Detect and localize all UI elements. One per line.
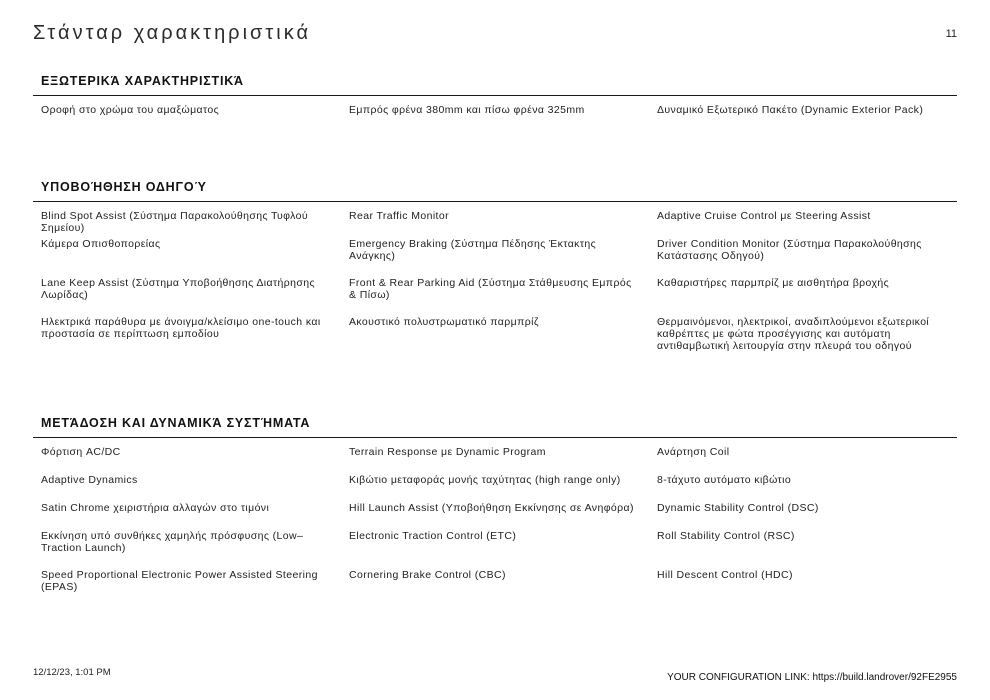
section-heading: ΥΠΟΒΟΉΘΗΣΗ ΟΔΗΓΟΎ bbox=[33, 180, 957, 202]
feature-item: Φόρτιση AC/DC bbox=[41, 446, 121, 458]
feature-item: Terrain Response με Dynamic Program bbox=[349, 446, 546, 458]
section-heading: ΜΕΤΆΔΟΣΗ ΚΑΙ ΔΥΝΑΜΙΚΆ ΣΥΣΤΉΜΑΤΑ bbox=[33, 416, 957, 438]
feature-item: Roll Stability Control (RSC) bbox=[657, 530, 795, 542]
feature-item: Driver Condition Monitor (Σύστημα Παρακολούθησης Κατάστασης Οδηγού) bbox=[657, 238, 922, 262]
feature-item: Front & Rear Parking Aid (Σύστημα Στάθμευσης Εμπρός & Πίσω) bbox=[349, 277, 632, 301]
feature-item: Δυναμικό Εξωτερικό Πακέτο (Dynamic Exterior Pack) bbox=[657, 104, 924, 116]
feature-item: Emergency Braking (Σύστημα Πέδησης Έκτακτης Ανάγκης) bbox=[349, 238, 597, 262]
feature-item: Κιβώτιο μεταφοράς μονής ταχύτητας (high range only) bbox=[349, 474, 621, 486]
feature-item: Speed Proportional Electronic Power Assisted Steering (EPAS) bbox=[41, 569, 318, 593]
feature-row bbox=[33, 522, 957, 561]
feature-item: Cornering Brake Control (CBC) bbox=[349, 569, 506, 581]
feature-item: Ανάρτηση Coil bbox=[657, 446, 730, 458]
feature-item: Εμπρός φρένα 380mm και πίσω φρένα 325mm bbox=[349, 104, 585, 116]
feature-item: Οροφή στο χρώμα του αμαξώματος bbox=[41, 104, 220, 116]
feature-item: Dynamic Stability Control (DSC) bbox=[657, 502, 819, 514]
feature-row bbox=[33, 438, 957, 466]
feature-item: 8-τάχυτο αυτόματο κιβώτιο bbox=[657, 474, 792, 486]
feature-row bbox=[33, 230, 957, 269]
feature-item: Εκκίνηση υπό συνθήκες χαμηλής πρόσφυσης (Low–Traction Launch) bbox=[41, 530, 304, 554]
feature-item: Adaptive Dynamics bbox=[41, 474, 138, 486]
section-transmission-dynamics bbox=[33, 416, 957, 600]
feature-item: Blind Spot Assist (Σύστημα Παρακολούθησης Τυφλού Σημείου) bbox=[41, 210, 309, 234]
feature-item: Hill Descent Control (HDC) bbox=[657, 569, 793, 581]
feature-item: Καθαριστήρες παρμπρίζ με αισθητήρα βροχής bbox=[657, 277, 890, 289]
feature-item: Satin Chrome χειριστήρια αλλαγών στο τιμόνι bbox=[41, 502, 270, 514]
feature-row bbox=[33, 494, 957, 522]
feature-item: Lane Keep Assist (Σύστημα Υποβοήθησης Διατήρησης Λωρίδας) bbox=[41, 277, 315, 301]
feature-item: Ηλεκτρικά παράθυρα με άνοιγμα/κλείσιμο one-touch και προστασία σε περίπτωση εμποδίου bbox=[41, 316, 321, 340]
feature-item: Hill Launch Assist (Υποβοήθηση Εκκίνησης σε Ανηφόρα) bbox=[349, 502, 634, 514]
feature-item: Θερμαινόμενοι, ηλεκτρικοί, αναδιπλούμενοι εξωτερικοί καθρέπτες με φώτα προσέγγισης και αυτόματη αντιθαμβωτική λειτουργία στην πλευρά του οδηγού bbox=[657, 316, 930, 352]
feature-row bbox=[33, 202, 957, 234]
feature-row bbox=[33, 561, 957, 600]
section-exterior-features bbox=[33, 74, 957, 124]
print-datetime: 12/12/23, 1:01 PM bbox=[33, 667, 111, 678]
feature-item: Rear Traffic Monitor bbox=[349, 210, 450, 222]
feature-row bbox=[33, 269, 957, 308]
feature-item: Electronic Traction Control (ETC) bbox=[349, 530, 517, 542]
feature-item: Ακουστικό πολυστρωματικό παρμπρίζ bbox=[349, 316, 539, 328]
section-heading: ΕΞΩΤΕΡΙΚΆ ΧΑΡΑΚΤΗΡΙΣΤΙΚΆ bbox=[33, 74, 957, 96]
feature-item: Adaptive Cruise Control με Steering Assist bbox=[657, 210, 871, 222]
configuration-link[interactable]: YOUR CONFIGURATION LINK: https://build.landrover/92FE2955 bbox=[667, 672, 957, 683]
page-title: Στάνταρ χαρακτηριστικά bbox=[33, 22, 312, 44]
section-driver-assistance bbox=[33, 180, 957, 354]
page-number: 11 bbox=[945, 28, 957, 40]
feature-row bbox=[33, 308, 957, 354]
feature-row bbox=[33, 96, 957, 124]
feature-item: Κάμερα Οπισθοπορείας bbox=[41, 238, 161, 250]
feature-row bbox=[33, 466, 957, 494]
